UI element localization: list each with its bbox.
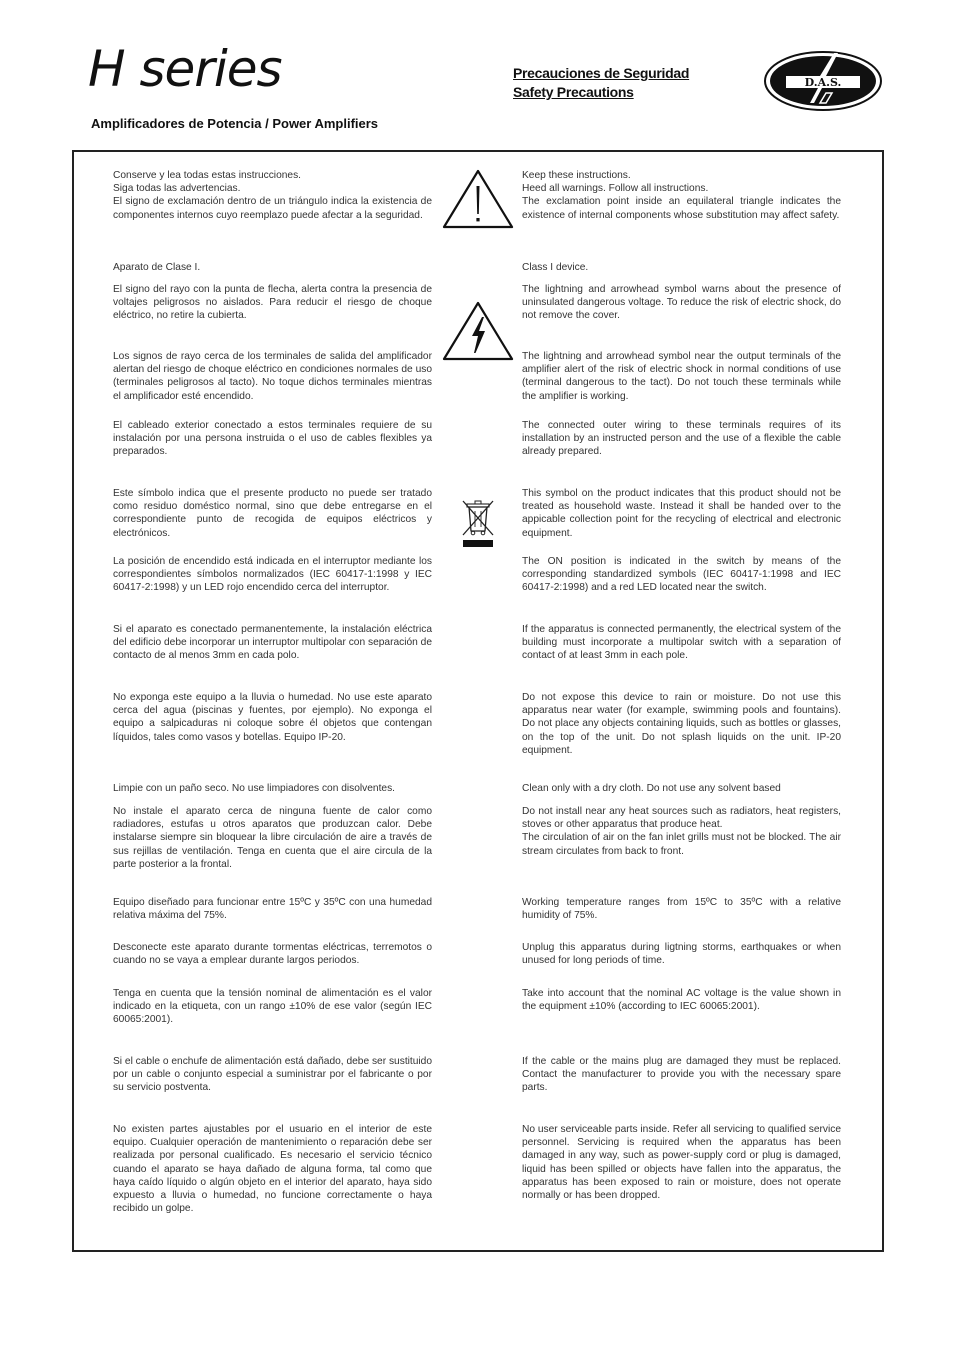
en-paragraph: If the cable or the mains plug are damaged they must be replaced. Contact the manufacturer to provide you with the necessary spare parts.	[522, 1056, 841, 1094]
es-paragraph: No existen partes ajustables por el usuario en el interior de este equipo. Cualquier operación de mantenimiento o reparación debe ser realizada por personal cualificado. Es necesario el servicio técnico cuando el aparato se haya dañado de alguna forma, tal como que haya caído líquido o algún objeto en el interior del aparato, haya sido expuesto a lluvia o humedad, no funcione correctamente o haya recibido un golpe.	[113, 1124, 432, 1215]
en-paragraph: The connected outer wiring to these terminals requires of its installation by an instructed person and the use of a flexible the cable already prepared.	[522, 420, 841, 458]
en-paragraph: Class I device.	[522, 262, 589, 273]
es-paragraph: Los signos de rayo cerca de los terminales de salida del amplificador alertan del riesgo de choque eléctrico en condiciones normales de uso (terminales peligrosos al tacto). No toque dichos terminales mientras el amplificador esté encendido.	[113, 351, 432, 402]
exclamation-triangle-icon	[441, 168, 515, 230]
en-paragraph: If the apparatus is connected permanently, the electrical system of the building must incorporate a multipolar switch with a separation of contact of at least 3mm in each pole.	[522, 624, 841, 662]
en-paragraph: Working temperature ranges from 15ºC to 35ºC with a relative humidity of 75%.	[522, 897, 841, 922]
en-paragraph: Take into account that the nominal AC voltage is the value shown in the equipment ±10% (according to IEC 60065:2001).	[522, 988, 841, 1013]
es-paragraph: No exponga este equipo a la lluvia o humedad. No use este aparato cerca del agua (piscinas y fuentes, por ejemplo). No exponga el equipo a salpicaduras ni coloque sobre él objetos que contengan líquidos, tales como vasos y botellas. Equipo IP-20.	[113, 692, 432, 743]
en-paragraph: The lightning and arrowhead symbol warns about the presence of uninsulated dangerous voltage. To reduce the risk of electric shock, do not remove the cover.	[522, 284, 841, 322]
es-paragraph: Conserve y lea todas estas instrucciones. Siga todas las advertencias. El signo de exclamación dentro de un triángulo indica la existencia de componentes internos cuyo reemplazo puede afectar a la seguridad.	[113, 170, 432, 221]
en-paragraph: Do not expose this device to rain or moisture. Do not use this apparatus near water (for example, swimming pools and fountains). Do not place any objects containing liquids, such as bottles or glasses, on the top of the unit. Do not splash liquids on the unit. IP-20 equipment.	[522, 692, 841, 756]
en-paragraph: This symbol on the product indicates that this product should not be treated as household waste. Instead it shall be handed over to the appicable collection point for the recycling of electrical and electronic equipment.	[522, 488, 841, 539]
es-paragraph: Limpie con un paño seco. No use limpiadores con disolventes.	[113, 783, 396, 794]
es-paragraph: El signo del rayo con la punta de flecha, alerta contra la presencia de voltajes peligrosos no aislados. Para reducir el riesgo de choque eléctrico, no retire la cubierta.	[113, 284, 432, 322]
en-paragraph: The lightning and arrowhead symbol near the output terminals of the amplifier alert of the risk of electric shock in normal conditions of use (terminal dangerous to the tact). Do not touch these terminals while the amplifier is working.	[522, 351, 841, 402]
es-paragraph: Aparato de Clase I.	[113, 262, 201, 273]
es-paragraph: Si el aparato es conectado permanentemente, la instalación eléctrica del edificio debe incorporar un interruptor multipolar con separación de contacto de al menos 3mm en cada polo.	[113, 624, 432, 662]
en-paragraph: Keep these instructions. Heed all warnings. Follow all instructions. The exclamation point inside an equilateral triangle indicates the existence of internal components whose substitution may affect safety.	[522, 170, 841, 221]
es-paragraph: No instale el aparato cerca de ninguna fuente de calor como radiadores, estufas u otros aparatos que produzcan calor. Debe instalarse siempre sin bloquear la libre circulación de aire a través de sus rejillas de ventilación. Tenga en cuenta que el aire circula de la parte posterior a la frontal.	[113, 806, 432, 870]
lightning-triangle-icon	[441, 300, 515, 362]
es-paragraph: Equipo diseñado para funcionar entre 15ºC y 35ºC con una humedad relativa máxima del 75%.	[113, 897, 432, 922]
page-title: H series	[88, 40, 282, 98]
page-subtitle: Amplificadores de Potencia / Power Amplifiers	[91, 116, 379, 131]
das-logo	[762, 47, 884, 113]
en-paragraph: Do not install near any heat sources such as radiators, heat registers, stoves or other apparatus that produce heat. The circulation of air on the fan inlet grills must not be blocked. The air stream circulates from back to front.	[522, 806, 841, 857]
en-paragraph: The ON position is indicated in the switch by means of the corresponding standardized symbols (IEC 60417-1:1998 and IEC 60417-2:1998) and a red LED located near the switch.	[522, 556, 841, 594]
es-paragraph: Tenga en cuenta que la tensión nominal de alimentación es el valor indicado en la etiqueta, con un rango ±10% de ese valor (según IEC 60065:2001).	[113, 988, 432, 1026]
es-paragraph: La posición de encendido está indicada en el interruptor mediante los correspondientes símbolos normalizados (IEC 60417-1:1998 y IEC 60417-2:1998) y un LED rojo encendido cerca del interruptor.	[113, 556, 432, 594]
section-heading	[513, 64, 689, 102]
section-heading-en: Safety Precautions	[513, 84, 634, 100]
es-paragraph: El cableado exterior conectado a estos terminales requiere de su instalación por una persona instruida o el uso de cables flexibles ya preparados.	[113, 420, 432, 458]
es-paragraph: Si el cable o enchufe de alimentación está dañado, debe ser sustituido por un cable o conjunto especial a suministrar por el fabricante o por su servicio postventa.	[113, 1056, 432, 1094]
en-paragraph: No user serviceable parts inside. Refer all servicing to qualified service personnel. Servicing is required when the apparatus has been damaged in any way, such as power-supply cord or plug is damaged, liquid has been spilled or objects have fallen into the apparatus, the apparatus has been exposed to rain or moisture, does not operate normally or has been dropped.	[522, 1124, 841, 1202]
section-heading-es: Precauciones de Seguridad	[513, 65, 690, 81]
crossed-bin-icon	[460, 497, 496, 549]
en-paragraph: Unplug this apparatus during ligtning storms, earthquakes or when unused for long periods of time.	[522, 942, 841, 967]
en-paragraph: Clean only with a dry cloth. Do not use any solvent based	[522, 783, 781, 794]
es-paragraph: Desconecte este aparato durante tormentas eléctricas, terremotos o cuando no se vaya a emplear durante largos periodos.	[113, 942, 432, 967]
es-paragraph: Este símbolo indica que el presente producto no puede ser tratado como residuo doméstico normal, sino que debe entregarse en el correspondiente punto de recogida de equipos eléctricos y electrónicos.	[113, 488, 432, 539]
logo-text: D.A.S.	[804, 76, 842, 89]
